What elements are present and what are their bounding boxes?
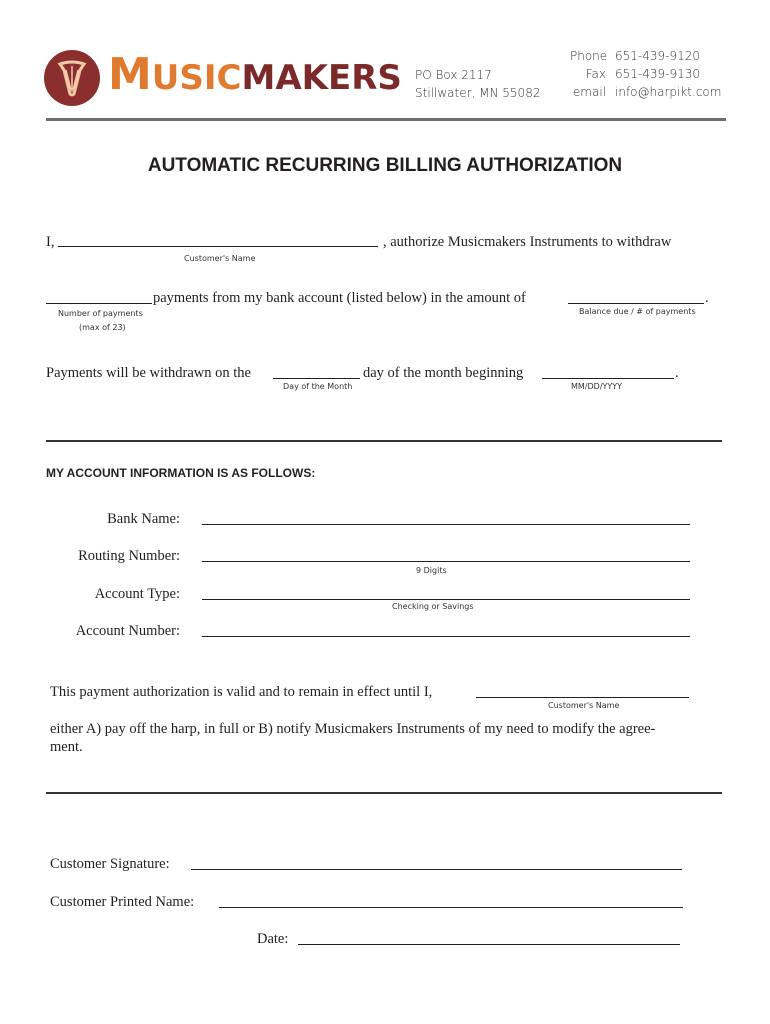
- printed-name-label: Customer Printed Name:: [50, 894, 195, 910]
- fax-value: 651-439-9130: [615, 67, 701, 81]
- date-caption: MM/DD/YYYY: [571, 382, 623, 391]
- section-divider-2: [46, 792, 722, 794]
- signature-field[interactable]: [191, 869, 682, 870]
- validity-name-field[interactable]: [476, 697, 689, 698]
- account-number-field[interactable]: [202, 636, 690, 637]
- account-type-label: Account Type:: [94, 586, 180, 602]
- phone-label: Phone: [570, 49, 608, 63]
- payments-text: payments from my bank account (listed below) in the amount of: [153, 290, 526, 306]
- auth-prefix: I,: [46, 234, 55, 250]
- address-line-1: PO Box 2117: [415, 68, 492, 82]
- email-value[interactable]: info@harpikt.com: [615, 85, 722, 99]
- withdraw-end: .: [675, 365, 679, 381]
- start-date-field[interactable]: [542, 378, 674, 379]
- max-caption: (max of 23): [79, 323, 126, 332]
- payments-end: .: [705, 290, 709, 306]
- validity-caption: Customer's Name: [548, 701, 620, 710]
- page-title: AUTOMATIC RECURRING BILLING AUTHORIZATION: [147, 155, 623, 176]
- account-type-field[interactable]: [202, 599, 690, 600]
- withdraw-prefix: Payments will be withdrawn on the: [46, 365, 251, 381]
- validity-continuation-2: ment.: [50, 739, 83, 755]
- account-type-caption: Checking or Savings: [392, 602, 474, 611]
- routing-number-label: Routing Number:: [78, 548, 180, 564]
- fax-label: Fax: [585, 67, 606, 81]
- customer-name-field[interactable]: [58, 246, 378, 247]
- printed-name-field[interactable]: [219, 907, 683, 908]
- withdraw-mid: day of the month beginning: [363, 365, 524, 381]
- logo-mark: [44, 50, 100, 106]
- bank-name-label: Bank Name:: [107, 511, 180, 527]
- account-number-label: Account Number:: [75, 623, 180, 639]
- signature-label: Customer Signature:: [50, 856, 170, 872]
- logo-wordmark: MUSICMAKERS: [108, 49, 402, 100]
- payment-amount-field[interactable]: [568, 303, 704, 304]
- address-block: [415, 66, 540, 102]
- day-of-month-field[interactable]: [273, 378, 360, 379]
- routing-number-field[interactable]: [202, 561, 690, 562]
- account-heading: MY ACCOUNT INFORMATION IS AS FOLLOWS:: [46, 466, 316, 480]
- customer-name-caption: Customer's Name: [184, 254, 256, 263]
- validity-continuation-1: either A) pay off the harp, in full or B) notify Musicmakers Instruments of my need to modify the agree-: [50, 721, 656, 737]
- bank-name-field[interactable]: [202, 524, 690, 525]
- phone-value: 651-439-9120: [615, 49, 701, 63]
- validity-text: This payment authorization is valid and to remain in effect until I,: [50, 684, 433, 700]
- number-caption: Number of payments: [58, 309, 143, 318]
- routing-caption: 9 Digits: [416, 566, 447, 575]
- auth-suffix: , authorize Musicmakers Instruments to withdraw: [383, 234, 672, 250]
- section-divider-1: [46, 440, 722, 442]
- date-label: Date:: [257, 931, 289, 947]
- header-divider: [46, 118, 726, 121]
- contact-labels: [570, 47, 606, 101]
- harp-icon: [44, 50, 100, 106]
- contact-values: [615, 47, 721, 101]
- email-label: email: [572, 85, 606, 99]
- number-of-payments-field[interactable]: [46, 303, 152, 304]
- day-caption: Day of the Month: [283, 382, 353, 391]
- date-field[interactable]: [298, 944, 680, 945]
- address-line-2: Stillwater, MN 55082: [415, 86, 541, 100]
- amount-caption: Balance due / # of payments: [579, 307, 696, 316]
